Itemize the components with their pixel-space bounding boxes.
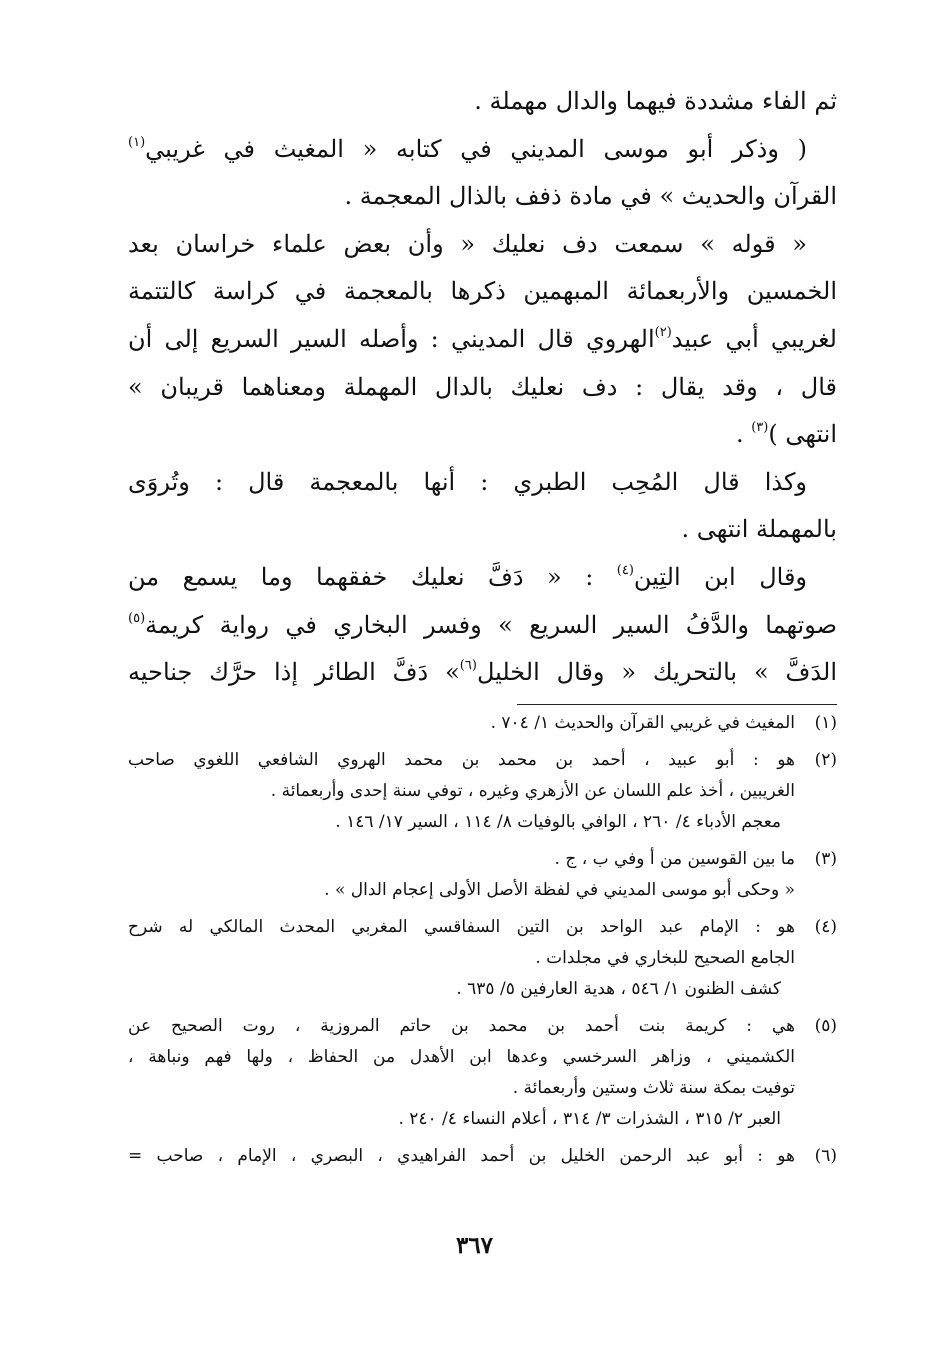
footnote-line: « وحكى أبو موسى المديني في لفظة الأصل الأولى إعجام الدال » . (324, 880, 795, 900)
footnote-number: (٤) (814, 917, 837, 937)
footnote-line: ما بين القوسين من أ وفي ب ، ج . (554, 849, 795, 869)
footnote-line: الكشميني ، وزاهر السرخسي وعدها ابن الأهدل من الحفاظ ، ولها فهم ونباهة ، (128, 1047, 795, 1067)
footnote-number: (٢) (814, 750, 837, 770)
footnote-body (128, 745, 795, 838)
footnote-separator (517, 704, 837, 705)
text-line: وقال ابن التِين$^{(٤)}$ : « دَفَّ نعليك خفقهما وما يسمع من (128, 562, 808, 591)
footnote-marker: (٥) (128, 610, 146, 626)
footnote-body (128, 1141, 795, 1172)
text-line: وكذا قال المُحِب الطبري : أنها بالمعجمة قال : وتُروَى (128, 467, 807, 496)
footnote-line: العبر ٢/ ٣١٥ ، الشذرات ٣/ ٣١٤ ، أعلام النساء ٤/ ٢٤٠ . (398, 1109, 781, 1129)
text-line: الخمسين والأربعمائة المبهمين ذكرها بالمعجمة في كراسة كالتتمة (128, 277, 837, 306)
footnote-line: هو : أبو عبد الرحمن الخليل بن أحمد الفراهيدي ، البصري ، الإمام ، صاحب = (128, 1146, 795, 1166)
footnote-number: (٦) (814, 1146, 837, 1166)
footnote-line: هو : أبو عبيد ، أحمد بن محمد بن محمد الهروي الشافعي اللغوي صاحب (128, 750, 795, 770)
footnote-6 (128, 1141, 837, 1172)
footnote-marker: (٣) (751, 420, 769, 436)
footnote-4 (128, 912, 837, 1005)
footnote-marker: (٢) (654, 324, 672, 340)
footnote-line: هي : كريمة بنت أحمد بن محمد بن حاتم المروزية ، روت الصحيح عن (128, 1016, 795, 1036)
footnote-line: المغيث في غريبي القرآن والحديث ١/ ٧٠٤ . (490, 713, 795, 733)
footnote-2 (128, 745, 837, 838)
text-line: « قوله » سمعت دف نعليك « وأن بعض علماء خراسان بعد (128, 229, 807, 258)
footnote-line: الغريبين ، أخذ علم اللسان عن الأزهري وغيره ، توفي سنة إحدى وأربعمائة . (270, 781, 795, 801)
footnote-line: توفيت بمكة سنة ثلاث وستين وأربعمائة . (512, 1078, 795, 1098)
footnote-1 (128, 708, 837, 739)
text-line: الدَفَّ » بالتحريك « وقال الخليل$^{(٦)}$» دَفَّ الطائر إذا حرَّك جناحيه (128, 658, 837, 687)
text-line: القرآن والحديث » في مادة ذفف بالذال المعجمة . (344, 182, 837, 211)
footnote-3 (128, 844, 837, 906)
footnotes (128, 708, 837, 1172)
footnote-body (128, 708, 795, 739)
footnote-line: هو : الإمام عبد الواحد بن التين السفاقسي المغربي المحدث المالكي له شرح (128, 917, 795, 937)
footnote-marker: (٦) (459, 658, 477, 674)
page-number: ٣٦٧ (455, 1232, 494, 1259)
footnote-number: (٣) (814, 849, 837, 869)
text-line: صوتهما والدَّفُ السير السريع » وفسر البخاري في رواية كريمة$^{(٥)}$ (128, 610, 837, 639)
text-line: لغريبي أبي عبيد$^{(٢)}$الهروي قال المديني : وأصله السير السريع إلى أن (128, 324, 837, 353)
footnote-body (128, 844, 795, 906)
main-text (128, 78, 837, 697)
text-line: ثم الفاء مشددة فيهما والدال مهملة . (474, 87, 837, 115)
footnote-number: (٥) (814, 1016, 837, 1036)
text-line: بالمهملة انتهى . (681, 515, 837, 544)
footnote-marker: (١) (128, 134, 146, 150)
footnote-number: (١) (814, 713, 837, 733)
footnote-line: كشف الظنون ١/ ٥٤٦ ، هدية العارفين ٥/ ٦٣٥ . (456, 979, 781, 999)
text-line: قال ، وقد يقال : دف نعليك بالدال المهملة ومعناهما قريبان » (128, 372, 837, 401)
footnote-marker: (٤) (616, 562, 634, 578)
text-line: انتهى )$^{(٣)}$ . (735, 420, 837, 449)
footnote-body (128, 1011, 795, 1135)
footnote-5 (128, 1011, 837, 1135)
footnote-line: معجم الأدباء ٤/ ٢٦٠ ، الوافي بالوفيات ٨/ ١١٤ ، السير ١٧/ ١٤٦ . (335, 812, 781, 832)
text-line: ( وذكر أبو موسى المديني في كتابه « المغيث في غريبي$^{(١)}$ (128, 134, 807, 163)
footnote-line: الجامع الصحيح للبخاري في مجلدات . (535, 948, 795, 968)
footnote-body (128, 912, 795, 1005)
